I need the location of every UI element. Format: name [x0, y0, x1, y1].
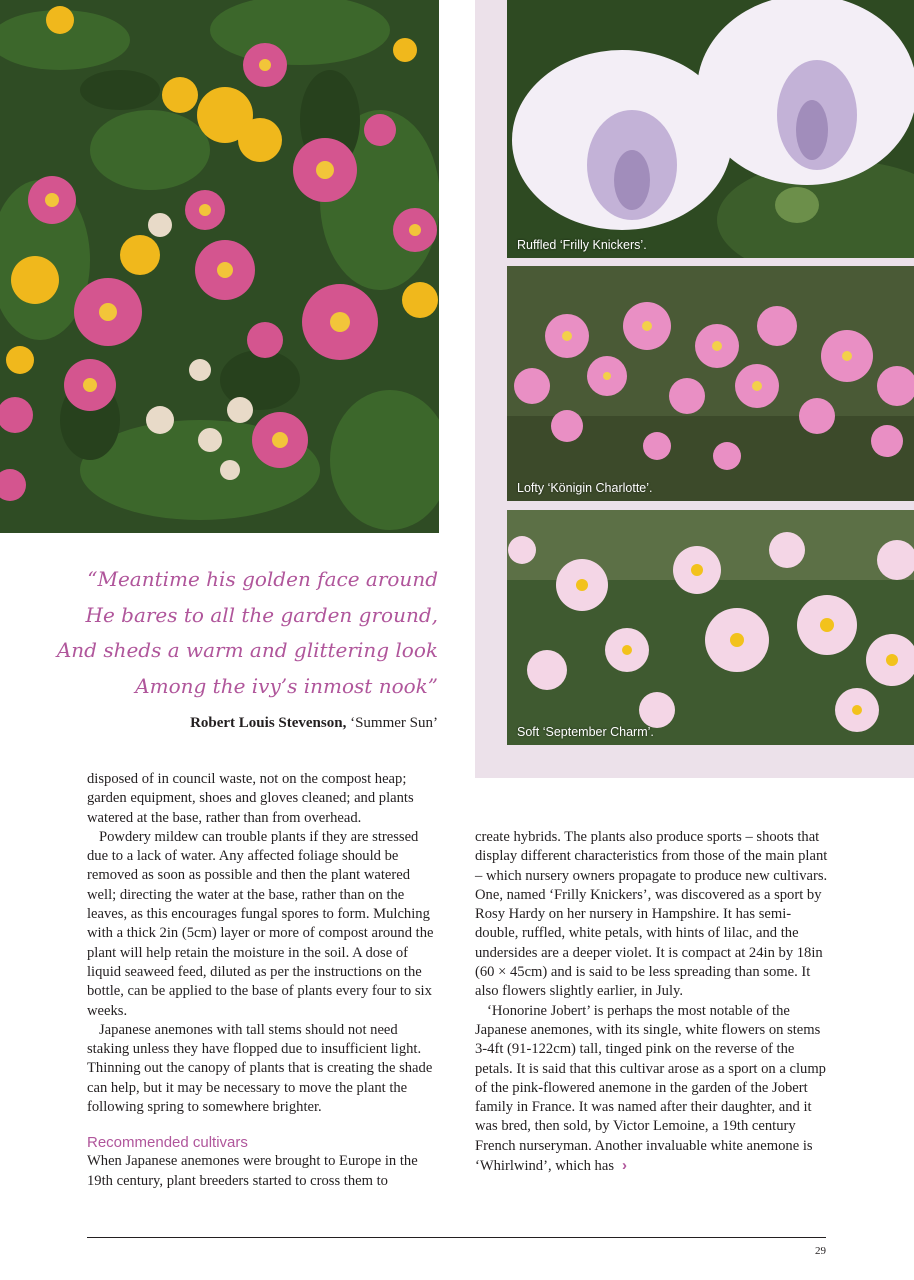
page-number: 29 — [815, 1245, 826, 1257]
photo-caption: Soft ‘September Charm’. — [517, 725, 654, 739]
paragraph-text: ‘Honorine Jobert’ is perhaps the most notable of the Japanese anemones, with its single, white flowers on stems 3-4ft (91-122cm) tall, tinged pink on the reverse of the petals. It is said that this cultivar arose as a sport on a clump of the pink-flowered anemone in the garden of the Jobert family in France. It was named after their daughter, and it was bred, then sold, by Victor Lemoine, a 19th century French nurseryman. Another invaluable white anemone is ‘Whirlwind’, which has — [475, 1002, 826, 1175]
photo-caption: Lofty ‘Königin Charlotte’. — [517, 481, 653, 495]
quote-attribution — [40, 715, 438, 732]
quote-line: Among the ivy’s inmost nook” — [135, 673, 438, 698]
photo-caption: Ruffled ‘Frilly Knickers’. — [517, 238, 647, 252]
quote-line: And sheds a warm and glittering look — [56, 638, 438, 662]
paragraph: When Japanese anemones were brought to Europe in the 19th century, plant breeders started to cross them to — [87, 1153, 418, 1189]
paragraph: create hybrids. The plants also produce sports – shoots that display different characteristics from those of the main plant – which nursery owners propagate to produce new cultivars. One, named ‘Frilly Knickers’, was discovered as a sport by Rosy Hardy on her nursery in Hampshire. It has semi-double, ruffled, white petals, with hints of lilac, and the undersides are a deeper violet. It is compact at 24in by 18in (60 × 45cm) and is said to be less spreading than some. It also flowers slightly earlier, in July. — [475, 829, 828, 1000]
continue-arrow-icon: › — [622, 1157, 628, 1175]
footer-rule — [87, 1237, 826, 1238]
photo-september-charm — [507, 510, 914, 745]
section-subheading: Recommended cultivars — [87, 1134, 248, 1152]
paragraph: Powdery mildew can trouble plants if they are stressed due to a lack of water. Any affected foliage should be removed as soon as possible and then the plant watered well; directing the water at the base, rather than on the leaves, as this encourages fungal spores to form. Mulching with a thick 2in (5cm) layer or more of compost around the plant will help retain the moisture in the soil. A dose of liquid seaweed feed, diluted as per the instructions on the bottle, can be applied to the base of plants every four to six weeks. — [87, 828, 434, 1019]
quote-line: “Meantime his golden face around — [87, 567, 438, 591]
paragraph — [475, 1002, 830, 1177]
photo-frilly-knickers — [507, 0, 914, 258]
body-column-right — [475, 828, 830, 1176]
poem-quote — [40, 562, 438, 704]
paragraph: Japanese anemones with tall stems should not need staking unless they have flopped due to insufficient light. Thinning out the canopy of plants that is creating the shade can help, but it may be necessary to move the plant the following spring to somewhere brighter. — [87, 1021, 433, 1116]
body-column-left — [87, 770, 440, 1191]
quote-author: Robert Louis Stevenson, — [190, 715, 347, 731]
quote-line: He bares to all the garden ground, — [85, 602, 438, 627]
paragraph: disposed of in council waste, not on the compost heap; garden equipment, shoes and gloves cleaned; and plants watered at the base, rather than from overhead. — [87, 771, 414, 826]
quote-work: ‘Summer Sun’ — [346, 715, 438, 731]
main-flower-photo — [0, 0, 439, 533]
photo-konigin-charlotte — [507, 266, 914, 501]
